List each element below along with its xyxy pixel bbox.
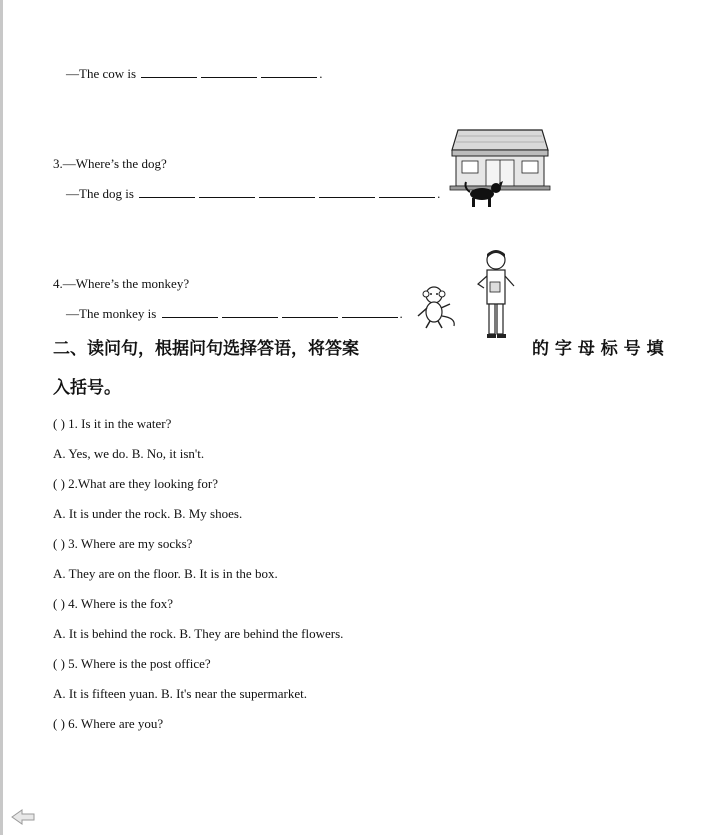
back-arrow-icon[interactable] <box>10 808 36 826</box>
question-4 <box>53 276 189 292</box>
item-6-question: ( ) 6. Where are you? <box>53 716 164 731</box>
monkey-illustration <box>412 284 460 330</box>
answer-blank[interactable] <box>139 186 195 198</box>
item-2-options: A. It is under the rock. B. My shoes. <box>53 506 243 521</box>
item-2-question: ( ) 2.What are they looking for? <box>53 476 218 491</box>
monkey-answer-prefix: —The monkey is <box>66 306 157 321</box>
item-3-options: A. They are on the floor. B. It is in the box. <box>53 566 278 581</box>
answer-blank[interactable] <box>222 306 278 318</box>
question-3 <box>53 156 167 172</box>
dog-answer-prefix: —The dog is <box>66 186 134 201</box>
question-4-text: —Where’s the monkey? <box>62 276 190 291</box>
item-4-question: ( ) 4. Where is the fox? <box>53 596 173 611</box>
answer-blank[interactable] <box>201 66 257 78</box>
question-4-number: 4. <box>53 276 63 291</box>
dog-answer-line: —The dog is . <box>66 186 441 201</box>
answer-blank[interactable] <box>261 66 317 78</box>
page-left-border <box>0 0 3 835</box>
answer-blank[interactable] <box>282 306 338 318</box>
item-3-question: ( ) 3. Where are my socks? <box>53 536 193 551</box>
section-2-heading-part1: 二、读问句，根据问句选择答语，将答案 <box>53 339 359 359</box>
item-1-question: ( ) 1. Is it in the water? <box>53 416 172 431</box>
question-3-text: —Where’s the dog? <box>62 156 167 171</box>
monkey-answer-line: —The monkey is . <box>66 306 403 321</box>
cow-answer-line: —The cow is . <box>66 66 323 81</box>
dog-illustration <box>462 180 504 210</box>
answer-blank[interactable] <box>199 186 255 198</box>
section-2-heading-part3: 入括号。 <box>53 378 121 398</box>
answer-blank[interactable] <box>162 306 218 318</box>
item-4-options: A. It is behind the rock. B. They are behind the flowers. <box>53 626 344 641</box>
answer-blank[interactable] <box>342 306 398 318</box>
cow-answer-prefix: —The cow is <box>66 66 137 81</box>
answer-blank[interactable] <box>319 186 375 198</box>
item-5-options: A. It is fifteen yuan. B. It's near the supermarket. <box>53 686 307 701</box>
answer-blank[interactable] <box>259 186 315 198</box>
question-3-number: 3. <box>53 156 63 171</box>
section-2-heading-part2: 的 字 母 标 号 填 <box>532 339 664 359</box>
item-1-options: A. Yes, we do. B. No, it isn't. <box>53 446 205 461</box>
answer-blank[interactable] <box>379 186 435 198</box>
item-5-question: ( ) 5. Where is the post office? <box>53 656 211 671</box>
boy-illustration <box>474 248 524 342</box>
answer-blank[interactable] <box>141 66 197 78</box>
